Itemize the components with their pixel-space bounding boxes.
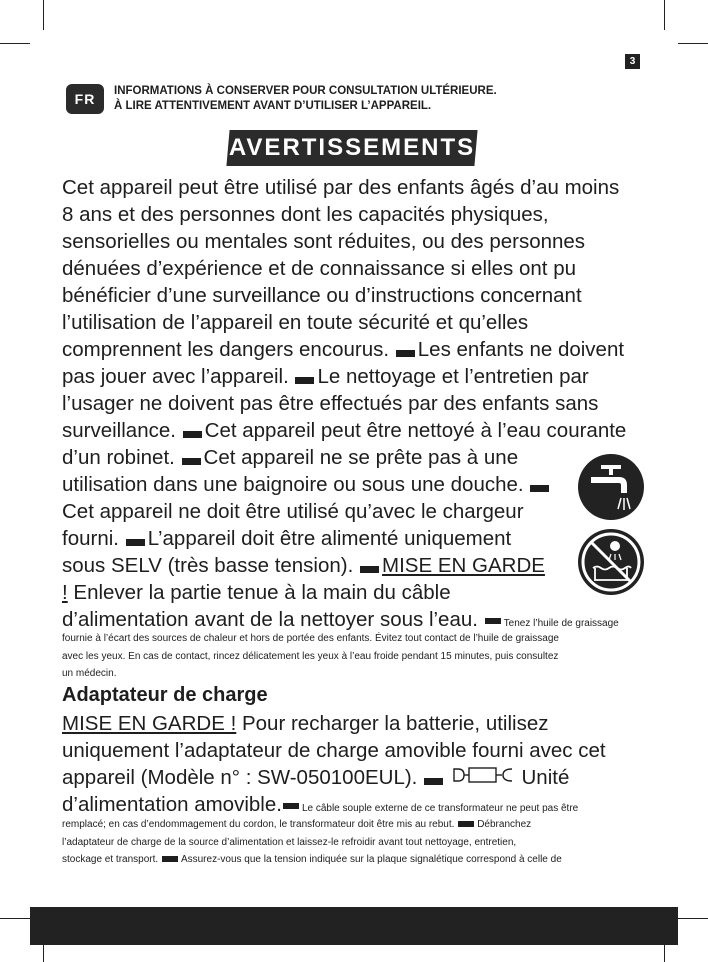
warning-text: Cet appareil ne se prête pas à une (203, 446, 519, 469)
adapter-text: Unité (521, 766, 570, 789)
separator-mark (183, 431, 202, 438)
crop-mark (678, 918, 708, 919)
warning-line (62, 444, 518, 471)
warning-text: comprennent les dangers encourus. (62, 338, 390, 361)
crop-mark (664, 928, 665, 962)
crop-mark (678, 43, 708, 44)
warning-line (62, 417, 626, 444)
crop-mark (664, 0, 665, 30)
warning-text: fourni. (62, 527, 119, 550)
notice-line: À LIRE ATTENTIVEMENT AVANT D’UTILISER L’APPAREIL. (114, 100, 432, 112)
adapter-small-line (62, 818, 531, 833)
separator-mark (162, 856, 178, 862)
warning-small-line: fournie à l’écart des sources de chaleur et hors de portée des enfants. Évitez tout contact de l’huile de graissage (62, 633, 559, 644)
adapter-line (62, 764, 569, 792)
warning-small-line: avec les yeux. En cas de contact, rincez délicatement les yeux à l’eau froide pendant 15 minutes, puis consultez (62, 651, 559, 662)
warning-line (62, 471, 552, 498)
adapter-line (62, 710, 549, 737)
separator-mark (485, 618, 501, 624)
adapter-text: Pour recharger la batterie, utilisez (236, 712, 549, 735)
separator-mark (126, 539, 145, 546)
warning-text: pas jouer avec l’appareil. (62, 365, 289, 388)
notice-line: INFORMATIONS À CONSERVER POUR CONSULTATION ULTÉRIEURE. (114, 85, 497, 97)
adapter-small-line (62, 853, 562, 868)
warning-line (62, 552, 545, 579)
separator-mark (295, 377, 314, 384)
page-number: 3 (625, 54, 640, 69)
separator-mark (396, 350, 415, 357)
warning-line: Cet appareil peut être utilisé par des enfants âgés d’au moins (62, 176, 620, 199)
warning-text: utilisation dans une baignoire ou sous une douche. (62, 473, 524, 496)
adapter-small-text: Assurez-vous que la tension indiquée sur la plaque signalétique correspond à celle de (180, 854, 562, 865)
warning-line: Cet appareil ne doit être utilisé qu’avec le chargeur (62, 500, 524, 523)
warning-line: bénéficier d’une surveillance ou d’instructions concernant (62, 284, 582, 307)
warning-small-text: Tenez l’huile de graissage (503, 618, 619, 629)
warning-text: Les enfants ne doivent (417, 338, 625, 361)
separator-mark (360, 566, 379, 573)
warning-line: dénuées d’expérience et de connaissance si elles ont pu (62, 257, 576, 280)
separator-mark (530, 485, 549, 492)
no-bath-shower-icon (577, 528, 645, 601)
warning-line (62, 336, 624, 363)
warning-text: surveillance. (62, 419, 176, 442)
warning-text: sous SELV (très basse tension). (62, 554, 354, 577)
adapter-text: d’alimentation amovible. (62, 793, 282, 816)
warning-small-line: un médecin. (62, 668, 117, 679)
warning-text: Cet appareil peut être nettoyé à l’eau courante (204, 419, 627, 442)
adapter-line: uniquement l’adaptateur de charge amovible fourni avec cet (62, 739, 606, 762)
separator-mark (458, 821, 474, 827)
adapter-text: appareil (Modèle n° : SW-050100EUL). (62, 766, 418, 789)
crop-mark (43, 0, 44, 30)
warning-text: L’appareil doit être alimenté uniquement (147, 527, 512, 550)
adapter-small-text: remplacé; en cas d’endommagement du cordon, le transformateur doit être mis au rebut. (62, 819, 455, 830)
warning-line: sensorielles ou mentales sont réduites, ou des personnes (62, 230, 586, 253)
warning-line (62, 525, 511, 552)
caution-label: MISE EN GARDE (382, 554, 545, 577)
separator-mark (424, 778, 443, 785)
tap-water-icon (577, 453, 645, 526)
detachable-adapter-icon (452, 764, 516, 791)
adapter-heading: Adaptateur de charge (62, 684, 268, 706)
warnings-title: AVERTISSEMENTS (228, 134, 476, 161)
warning-line (62, 579, 451, 606)
adapter-small-text: Le câble souple externe de ce transformateur ne peut pas être (301, 803, 579, 814)
warning-line (62, 363, 589, 390)
warning-text: d’alimentation avant de la nettoyer sous l’eau. (62, 608, 478, 631)
crop-mark (0, 918, 30, 919)
separator-mark (182, 458, 201, 465)
warning-text: Le nettoyage et l’entretien par (317, 365, 589, 388)
warning-line: l’usager ne doivent pas être effectués par des enfants sans (62, 392, 599, 415)
footer-bar (30, 907, 678, 945)
language-badge: FR (66, 84, 104, 114)
warning-text: Enlever la partie tenue à la main du câble (67, 581, 451, 604)
crop-mark (0, 43, 30, 44)
warning-line: 8 ans et des personnes dont les capacités physiques, (62, 203, 549, 226)
caution-label: MISE EN GARDE ! (62, 712, 237, 735)
warning-line: l’utilisation de l’appareil en toute sécurité et qu’elles (62, 311, 529, 334)
crop-mark (43, 928, 44, 962)
separator-mark (283, 803, 299, 809)
storage-notice (114, 84, 497, 114)
adapter-small-line: l’adaptateur de charge de la source d’alimentation et laissez-le refroidir avant tout nettoyage, entretien, (62, 837, 517, 848)
warning-text: d’un robinet. (62, 446, 175, 469)
adapter-small-text: stockage et transport. (62, 854, 159, 865)
caution-label: ! (62, 581, 68, 604)
adapter-small-text: Débranchez (477, 819, 532, 830)
